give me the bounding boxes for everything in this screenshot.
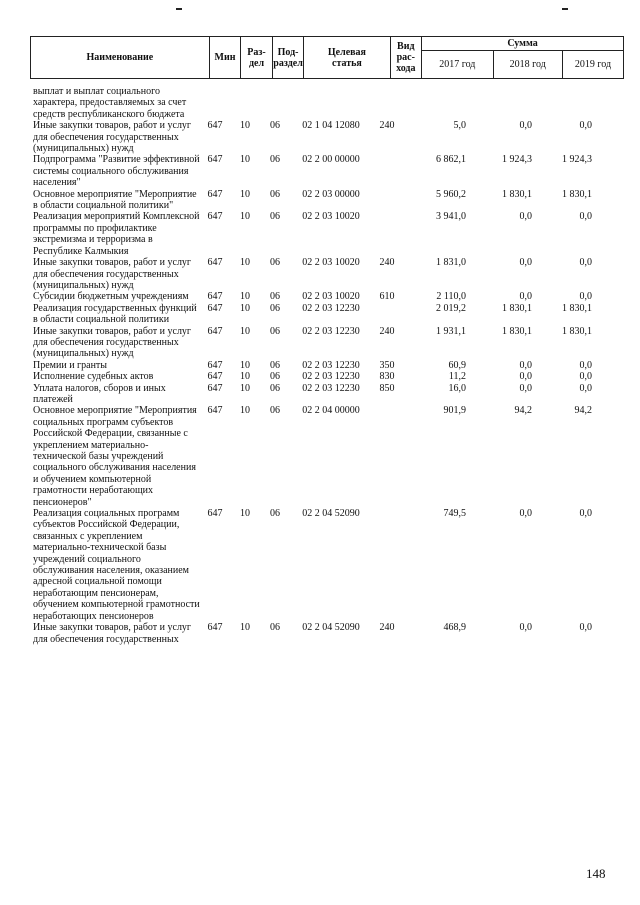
row-2018: 0,0 bbox=[519, 257, 532, 269]
row-2018: 0,0 bbox=[519, 120, 532, 132]
row-podrazdel: 06 bbox=[270, 622, 280, 634]
row-podrazdel: 06 bbox=[270, 508, 280, 520]
table-header bbox=[30, 36, 624, 79]
row-razdel: 10 bbox=[240, 120, 250, 132]
col-podrazdel-header: Под- раздел bbox=[272, 37, 304, 79]
table-row bbox=[30, 508, 624, 622]
row-2017: 468,9 bbox=[443, 622, 466, 634]
row-vid: 610 bbox=[379, 291, 395, 303]
row-name: Исполнение судебных актов bbox=[33, 371, 154, 383]
table-row bbox=[30, 303, 624, 326]
col-vid-header: Вид рас- хода bbox=[390, 37, 422, 79]
row-2019: 0,0 bbox=[579, 382, 592, 394]
col-2019-header: 2019 год bbox=[562, 51, 623, 79]
row-podrazdel: 06 bbox=[270, 120, 280, 132]
row-min: 647 bbox=[207, 622, 223, 634]
row-vid: 350 bbox=[379, 359, 395, 371]
row-razdel: 10 bbox=[240, 359, 250, 371]
col-2018-header: 2018 год bbox=[493, 51, 562, 79]
row-cs: 02 2 03 10020 bbox=[302, 291, 360, 303]
row-2017 bbox=[402, 86, 470, 120]
row-2019 bbox=[536, 86, 594, 120]
col-sum-header: Сумма bbox=[422, 37, 624, 51]
table-row bbox=[30, 326, 624, 360]
row-2018: 1 830,1 bbox=[502, 302, 532, 314]
row-cs: 02 2 03 12230 bbox=[302, 325, 360, 337]
row-2018 bbox=[470, 86, 536, 120]
row-podrazdel: 06 bbox=[270, 359, 280, 371]
row-min: 647 bbox=[207, 211, 223, 223]
table-row bbox=[30, 257, 624, 291]
row-vid: 830 bbox=[379, 371, 395, 383]
row-vid: 240 bbox=[379, 622, 395, 634]
row-vid: 240 bbox=[379, 325, 395, 337]
row-podrazdel: 06 bbox=[270, 257, 280, 269]
row-vid bbox=[372, 508, 402, 622]
row-vid bbox=[372, 211, 402, 257]
table-row bbox=[30, 371, 624, 382]
row-cs: 02 2 03 12230 bbox=[302, 382, 360, 394]
row-vid bbox=[372, 154, 402, 188]
row-cs: 02 2 00 00000 bbox=[302, 154, 360, 166]
row-2017: 1 831,0 bbox=[436, 257, 466, 269]
row-min: 647 bbox=[207, 120, 223, 132]
table-row bbox=[30, 622, 624, 645]
row-name: Иные закупки товаров, работ и услуг для обеспечения государственных (муниципальных) нужд bbox=[33, 120, 192, 155]
row-min: 647 bbox=[207, 508, 223, 520]
scan-mark-right bbox=[562, 8, 568, 10]
row-2019: 0,0 bbox=[579, 291, 592, 303]
row-cs: 02 2 03 12230 bbox=[302, 371, 360, 383]
row-name: Иные закупки товаров, работ и услуг для обеспечения государственных (муниципальных) нужд bbox=[33, 257, 192, 291]
row-name: Премии и гранты bbox=[33, 359, 108, 371]
row-vid bbox=[372, 189, 402, 212]
col-name-header: Наименование bbox=[31, 37, 210, 79]
row-2017: 6 862,1 bbox=[436, 154, 466, 166]
row-min: 647 bbox=[207, 405, 223, 417]
row-min: 647 bbox=[207, 371, 223, 383]
row-2018: 1 830,1 bbox=[502, 188, 532, 200]
row-2019: 1 830,1 bbox=[562, 302, 592, 314]
table-row bbox=[30, 211, 624, 257]
row-name: Иные закупки товаров, работ и услуг для обеспечения государственных bbox=[33, 622, 192, 645]
page-number: 148 bbox=[586, 866, 606, 881]
row-podrazdel: 06 bbox=[270, 371, 280, 383]
row-podrazdel: 06 bbox=[270, 302, 280, 314]
row-2017: 5,0 bbox=[453, 120, 466, 132]
row-razdel: 10 bbox=[240, 405, 250, 417]
row-2017: 5 960,2 bbox=[436, 188, 466, 200]
row-podrazdel bbox=[260, 86, 290, 120]
row-razdel: 10 bbox=[240, 622, 250, 634]
row-razdel: 10 bbox=[240, 382, 250, 394]
row-2019: 0,0 bbox=[579, 371, 592, 383]
row-razdel: 10 bbox=[240, 291, 250, 303]
row-name: Субсидии бюджетным учреждениям bbox=[33, 291, 189, 303]
row-razdel: 10 bbox=[240, 371, 250, 383]
row-2018: 1 924,3 bbox=[502, 154, 532, 166]
row-2019: 1 830,1 bbox=[562, 325, 592, 337]
row-name: Уплата налогов, сборов и иных платежей bbox=[33, 382, 166, 405]
row-cs: 02 1 04 12080 bbox=[302, 120, 360, 132]
row-name: Реализация государственных функций в области социальной политики bbox=[33, 302, 197, 326]
row-name: выплат и выплат социального характера, предоставляемых за счет средств республиканского бюджета bbox=[33, 86, 187, 120]
row-min bbox=[200, 86, 230, 120]
row-cs: 02 2 03 10020 bbox=[302, 257, 360, 269]
row-2017: 901,9 bbox=[443, 405, 466, 417]
row-cs: 02 2 03 10020 bbox=[302, 211, 360, 223]
row-name: Основное мероприятие "Мероприятие в области социальной политики" bbox=[33, 188, 197, 212]
col-2017-header: 2017 год bbox=[422, 51, 493, 79]
row-name: Иные закупки товаров, работ и услуг для обеспечения государственных (муниципальных) нужд bbox=[33, 325, 192, 360]
row-cs: 02 2 03 12230 bbox=[302, 302, 360, 314]
row-cs: 02 2 04 00000 bbox=[302, 405, 360, 417]
row-vid: 240 bbox=[379, 257, 395, 269]
row-2018: 0,0 bbox=[519, 211, 532, 223]
row-2019: 1 830,1 bbox=[562, 188, 592, 200]
row-name: Подпрограмма "Развитие эффективной системы социального обслуживания населения" bbox=[33, 154, 200, 189]
table-row bbox=[30, 360, 624, 371]
row-podrazdel: 06 bbox=[270, 405, 280, 417]
row-vid: 240 bbox=[379, 120, 395, 132]
row-2019: 0,0 bbox=[579, 359, 592, 371]
col-razdel-header: Раз- дел bbox=[241, 37, 273, 79]
row-2017: 2 019,2 bbox=[436, 302, 466, 314]
row-2017: 2 110,0 bbox=[436, 291, 466, 303]
row-2018: 0,0 bbox=[519, 508, 532, 520]
row-2018: 0,0 bbox=[519, 291, 532, 303]
row-podrazdel: 06 bbox=[270, 154, 280, 166]
table-row bbox=[30, 86, 624, 120]
row-2017: 1 931,1 bbox=[436, 325, 466, 337]
row-min: 647 bbox=[207, 325, 223, 337]
row-podrazdel: 06 bbox=[270, 325, 280, 337]
row-min: 647 bbox=[207, 154, 223, 166]
row-2019: 0,0 bbox=[579, 622, 592, 634]
row-vid: 850 bbox=[379, 382, 395, 394]
row-2017: 3 941,0 bbox=[436, 211, 466, 223]
row-cs: 02 2 03 12230 bbox=[302, 359, 360, 371]
table-row bbox=[30, 189, 624, 212]
table-row bbox=[30, 405, 624, 508]
col-min-header: Мин bbox=[209, 37, 241, 79]
row-podrazdel: 06 bbox=[270, 211, 280, 223]
row-2017: 16,0 bbox=[448, 382, 466, 394]
row-name: Реализация мероприятий Комплексной программы по профилактике экстремизма и терроризма в Республике Калмыкия bbox=[33, 211, 200, 257]
row-cs: 02 2 04 52090 bbox=[302, 622, 360, 634]
row-vid bbox=[372, 303, 402, 326]
row-name: Реализация социальных программ субъектов Российской Федерации, связанных с укреплением материально-технической базы учреждений социального обслуживания населения, оказанием адресной социальной помощи неработающим пенсионерам, обучением компьютерной грамотности неработающих пенсионеров bbox=[33, 508, 200, 622]
row-2019: 1 924,3 bbox=[562, 154, 592, 166]
row-2019: 0,0 bbox=[579, 257, 592, 269]
row-2018: 0,0 bbox=[519, 622, 532, 634]
row-razdel: 10 bbox=[240, 508, 250, 520]
row-name: Основное мероприятие "Мероприятия социальных программ субъектов Российской Федерации, связанные с укреплением материально-технической базы учреждений социального обслуживания населения и обучением компьютерной грамотности неработающих пенсионеров" bbox=[33, 405, 197, 508]
row-2019: 94,2 bbox=[574, 405, 592, 417]
table-row bbox=[30, 291, 624, 302]
scan-mark-left bbox=[176, 8, 182, 10]
row-podrazdel: 06 bbox=[270, 188, 280, 200]
row-min: 647 bbox=[207, 257, 223, 269]
row-podrazdel: 06 bbox=[270, 291, 280, 303]
row-cs: 02 2 04 52090 bbox=[302, 508, 360, 520]
row-razdel: 10 bbox=[240, 211, 250, 223]
col-cs-header: Целевая статья bbox=[304, 37, 390, 79]
row-2017: 11,2 bbox=[448, 371, 466, 383]
row-2018: 94,2 bbox=[514, 405, 532, 417]
row-cs bbox=[290, 86, 372, 120]
row-2019: 0,0 bbox=[579, 120, 592, 132]
row-2017: 749,5 bbox=[443, 508, 466, 520]
row-2018: 1 830,1 bbox=[502, 325, 532, 337]
row-2019: 0,0 bbox=[579, 211, 592, 223]
row-vid bbox=[372, 405, 402, 508]
row-razdel: 10 bbox=[240, 188, 250, 200]
row-min: 647 bbox=[207, 359, 223, 371]
row-razdel: 10 bbox=[240, 325, 250, 337]
row-min: 647 bbox=[207, 302, 223, 314]
table-row bbox=[30, 154, 624, 188]
row-2018: 0,0 bbox=[519, 371, 532, 383]
table-row bbox=[30, 383, 624, 406]
row-razdel bbox=[230, 86, 260, 120]
row-razdel: 10 bbox=[240, 302, 250, 314]
row-razdel: 10 bbox=[240, 154, 250, 166]
row-cs: 02 2 03 00000 bbox=[302, 188, 360, 200]
row-razdel: 10 bbox=[240, 257, 250, 269]
table-row bbox=[30, 120, 624, 154]
row-2017: 60,9 bbox=[448, 359, 466, 371]
row-vid bbox=[372, 86, 402, 120]
row-min: 647 bbox=[207, 382, 223, 394]
row-2019: 0,0 bbox=[579, 508, 592, 520]
table-body bbox=[30, 86, 624, 645]
row-2018: 0,0 bbox=[519, 382, 532, 394]
row-podrazdel: 06 bbox=[270, 382, 280, 394]
row-min: 647 bbox=[207, 188, 223, 200]
row-min: 647 bbox=[207, 291, 223, 303]
row-2018: 0,0 bbox=[519, 359, 532, 371]
